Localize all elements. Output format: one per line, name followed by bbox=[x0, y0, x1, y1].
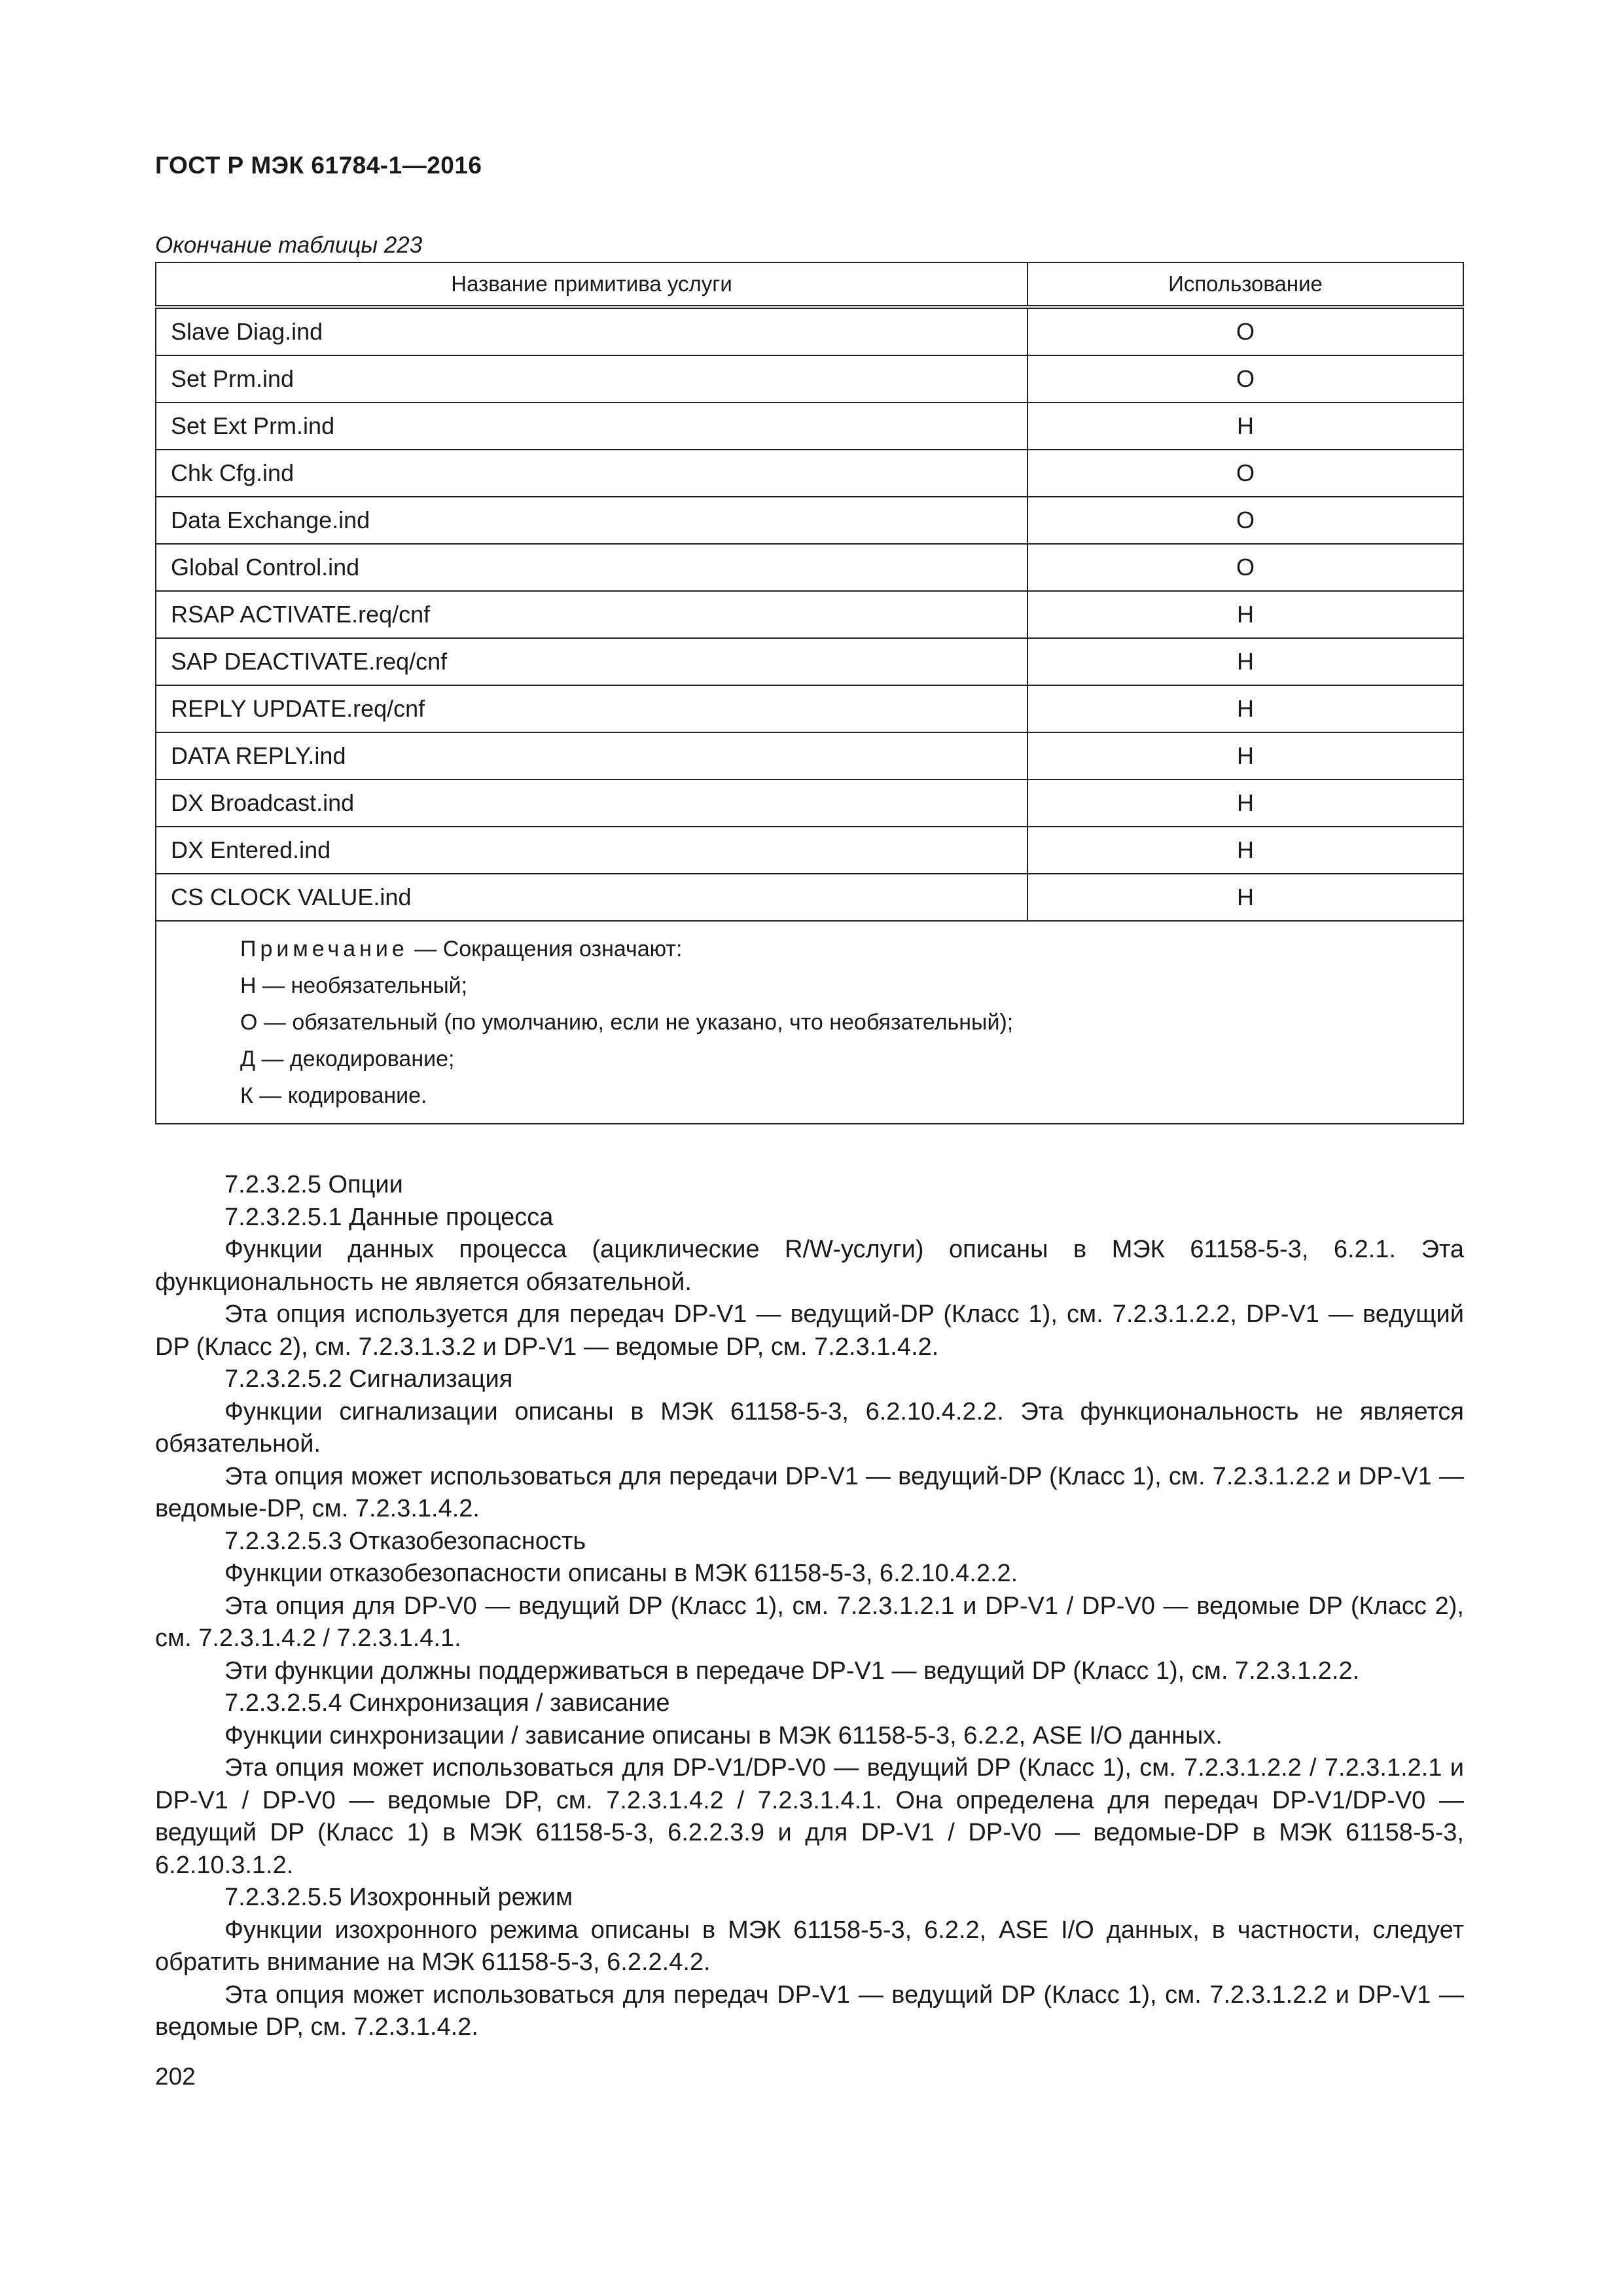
table-row bbox=[156, 827, 1463, 874]
paragraph: Функции данных процесса (ациклические R/W-услуги) описаны в МЭК 61158-5-3, 6.2.1. Эта функциональность не является обязательной. bbox=[155, 1236, 1464, 1296]
primitive-usage: О bbox=[1027, 307, 1463, 355]
primitive-usage: Н bbox=[1027, 780, 1463, 827]
primitive-usage: Н bbox=[1027, 732, 1463, 780]
primitive-usage: О bbox=[1027, 497, 1463, 544]
primitive-name: Set Ext Prm.ind bbox=[156, 403, 1027, 450]
note-intro-text: — Сокращения означают: bbox=[408, 937, 683, 961]
note-label: Примечание bbox=[240, 937, 408, 961]
primitive-name: Chk Cfg.ind bbox=[156, 450, 1027, 497]
document-header: ГОСТ Р МЭК 61784-1—2016 bbox=[155, 152, 482, 179]
table-row bbox=[156, 450, 1463, 497]
table-row bbox=[156, 685, 1463, 732]
table-header-row bbox=[156, 262, 1463, 307]
note-line: К — кодирование. bbox=[240, 1083, 427, 1108]
table-row bbox=[156, 544, 1463, 591]
paragraph: Функции изохронного режима описаны в МЭК 61158-5-3, 6.2.2, ASE I/O данных, в частности, следует обратить внимание на МЭК 61158-5-3, 6.2.2.4.2. bbox=[155, 1916, 1464, 1976]
section-heading: 7.2.3.2.5.1 Данные процесса bbox=[224, 1203, 554, 1231]
section-heading: 7.2.3.2.5.2 Сигнализация bbox=[224, 1365, 513, 1393]
paragraph: Функции синхронизации / зависание описаны в МЭК 61158-5-3, 6.2.2, ASE I/O данных. bbox=[224, 1721, 1222, 1749]
primitives-table bbox=[155, 262, 1464, 1124]
primitive-usage: О bbox=[1027, 355, 1463, 403]
table-row bbox=[156, 874, 1463, 921]
note-line: Н — необязательный; bbox=[240, 973, 468, 998]
primitive-name: REPLY UPDATE.req/cnf bbox=[156, 685, 1027, 732]
table-row bbox=[156, 638, 1463, 685]
primitive-name: DATA REPLY.ind bbox=[156, 732, 1027, 780]
primitive-usage: Н bbox=[1027, 827, 1463, 874]
page-number: 202 bbox=[155, 2063, 196, 2090]
table-row bbox=[156, 403, 1463, 450]
paragraph: Эта опция для DP-V0 — ведущий DP (Класс 1), см. 7.2.3.1.2.1 и DP-V1 / DP-V0 — ведомые DP (Класс 2), см. 7.2.3.1.4.2 / 7.2.3.1.4.1. bbox=[155, 1592, 1464, 1652]
table-row bbox=[156, 732, 1463, 780]
table-row bbox=[156, 497, 1463, 544]
paragraph: Эти функции должны поддерживаться в передаче DP-V1 — ведущий DP (Класс 1), см. 7.2.3.1.2.2. bbox=[224, 1657, 1360, 1685]
table-row bbox=[156, 307, 1463, 355]
primitive-name: SAP DEACTIVATE.req/cnf bbox=[156, 638, 1027, 685]
primitive-name: DX Entered.ind bbox=[156, 827, 1027, 874]
section-heading: 7.2.3.2.5 Опции bbox=[224, 1171, 403, 1198]
primitive-name: DX Broadcast.ind bbox=[156, 780, 1027, 827]
section-heading: 7.2.3.2.5.4 Синхронизация / зависание bbox=[224, 1689, 670, 1717]
column-header-usage: Использование bbox=[1027, 262, 1463, 307]
primitive-name: Slave Diag.ind bbox=[156, 307, 1027, 355]
primitive-name: CS CLOCK VALUE.ind bbox=[156, 874, 1027, 921]
note-line: О — обязательный (по умолчанию, если не указано, что необязательный); bbox=[240, 1010, 1014, 1035]
paragraph: Эта опция может использоваться для передач DP-V1 — ведущий DP (Класс 1), см. 7.2.3.1.2.2 и DP-V1 — ведомые DP, см. 7.2.3.1.4.2. bbox=[155, 1981, 1464, 2041]
primitive-usage: Н bbox=[1027, 874, 1463, 921]
note-intro bbox=[240, 931, 1463, 967]
primitive-usage: Н bbox=[1027, 403, 1463, 450]
primitive-usage: Н bbox=[1027, 638, 1463, 685]
primitive-usage: Н bbox=[1027, 591, 1463, 638]
table-row bbox=[156, 591, 1463, 638]
primitive-name: RSAP ACTIVATE.req/cnf bbox=[156, 591, 1027, 638]
note-line: Д — декодирование; bbox=[240, 1047, 455, 1071]
primitive-usage: Н bbox=[1027, 685, 1463, 732]
column-header-name: Название примитива услуги bbox=[156, 262, 1027, 307]
paragraph: Эта опция используется для передач DP-V1 — ведущий-DP (Класс 1), см. 7.2.3.1.2.2, DP-V1 — ведущий DP (Класс 2), см. 7.2.3.1.3.2 и DP-V1 — ведомые DP, см. 7.2.3.1.4.2. bbox=[155, 1300, 1464, 1361]
body-text bbox=[155, 1169, 1464, 2044]
primitive-name: Global Control.ind bbox=[156, 544, 1027, 591]
primitive-name: Set Prm.ind bbox=[156, 355, 1027, 403]
paragraph: Функции отказобезопасности описаны в МЭК 61158-5-3, 6.2.10.4.2.2. bbox=[224, 1560, 1018, 1587]
primitive-usage: О bbox=[1027, 450, 1463, 497]
section-heading: 7.2.3.2.5.5 Изохронный режим bbox=[224, 1884, 573, 1911]
paragraph: Эта опция может использоваться для передачи DP-V1 — ведущий-DP (Класс 1), см. 7.2.3.1.2.2 и DP-V1 — ведомые-DP, см. 7.2.3.1.4.2. bbox=[155, 1462, 1464, 1522]
primitive-usage: О bbox=[1027, 544, 1463, 591]
table-note-row bbox=[156, 921, 1463, 1124]
section-heading: 7.2.3.2.5.3 Отказобезопасность bbox=[224, 1527, 586, 1555]
table-caption: Окончание таблицы 223 bbox=[155, 232, 423, 258]
primitive-name: Data Exchange.ind bbox=[156, 497, 1027, 544]
table-row bbox=[156, 780, 1463, 827]
table-note bbox=[156, 921, 1463, 1124]
paragraph: Эта опция может использоваться для DP-V1/DP-V0 — ведущий DP (Класс 1), см. 7.2.3.1.2.2 / 7.2.3.1.2.1 и DP-V1 / DP-V0 — ведомые DP, см. 7.2.3.1.4.2 / 7.2.3.1.4.1. Она определена для передач DP-V1/DP-V0 — ведущий DP (Класс 1) в МЭК 61158-5-3, 6.2.2.3.9 и для DP-V1 / DP-V0 — ведомые-DP в МЭК 61158-5-3, 6.2.10.3.1.2. bbox=[155, 1754, 1464, 1879]
table-row bbox=[156, 355, 1463, 403]
paragraph: Функции сигнализации описаны в МЭК 61158-5-3, 6.2.10.4.2.2. Эта функциональность не является обязательной. bbox=[155, 1397, 1464, 1458]
